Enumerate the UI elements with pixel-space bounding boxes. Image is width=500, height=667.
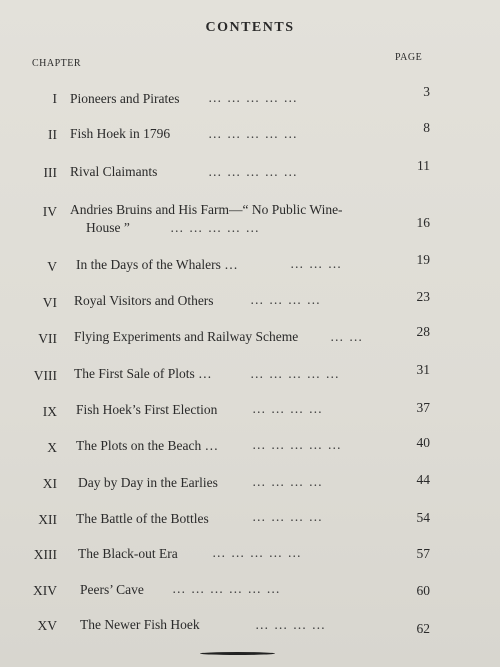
chapter-title: The Newer Fish Hoek [80, 617, 200, 632]
chapter-number: X [47, 440, 57, 455]
leader-dots: … … … … [252, 474, 324, 489]
chapter-title: The Battle of the Bottles [76, 511, 209, 526]
leader-dots: … … … … … [250, 366, 340, 381]
chapter-title: The First Sale of Plots … [74, 366, 212, 381]
chapter-title: The Plots on the Beach … [76, 438, 219, 453]
chapter-title: Pioneers and Pirates [70, 91, 180, 106]
page-number: 28 [416, 324, 430, 339]
chapter-number: XV [37, 618, 57, 633]
page-number: 3 [423, 84, 430, 99]
leader-dots: … … … [290, 256, 343, 271]
chapter-title: Peers’ Cave [80, 582, 144, 597]
page-number: 11 [417, 158, 430, 173]
page-number: 54 [416, 510, 430, 525]
chapter-title: Flying Experiments and Railway Scheme [74, 329, 299, 344]
page-title: CONTENTS [205, 20, 295, 35]
page-number: 57 [416, 546, 430, 561]
chapter-number: I [52, 91, 57, 106]
leader-dots: … … … … … [208, 164, 298, 179]
chapter-number: XIII [33, 547, 57, 562]
chapter-number: XIV [33, 583, 57, 598]
leader-dots: … … … … [250, 292, 322, 307]
leader-dots: … … … … … [212, 545, 302, 560]
leader-dots: … … … … … [208, 90, 298, 105]
chapter-title: In the Days of the Whalers … [76, 257, 238, 272]
chapter-title: Fish Hoek in 1796 [70, 126, 171, 141]
chapter-number: XII [38, 512, 57, 527]
chapter-number: VII [38, 331, 57, 346]
chapter-number: VI [42, 295, 57, 310]
page-number: 60 [416, 583, 430, 598]
chapter-title: Fish Hoek’s First Election [76, 402, 218, 417]
leader-dots: … … … … … [170, 220, 260, 235]
chapter-number: III [43, 165, 57, 180]
leader-dots: … … … … … [252, 437, 342, 452]
chapter-number: V [47, 259, 57, 274]
chapter-title: Rival Claimants [70, 164, 158, 179]
page-number: 16 [416, 215, 430, 230]
chapter-title: Day by Day in the Earlies [78, 475, 218, 490]
chapter-column-header: CHAPTER [32, 58, 82, 69]
leader-dots: … … [330, 329, 364, 344]
page-number: 37 [416, 400, 430, 415]
chapter-title: The Black-out Era [78, 546, 178, 561]
chapter-title: Royal Visitors and Others [74, 293, 214, 308]
chapter-number: IX [42, 404, 57, 419]
page-number: 19 [416, 252, 430, 267]
leader-dots: … … … … … … [172, 581, 281, 596]
chapter-number: II [48, 127, 57, 142]
end-ornament-rule [200, 652, 275, 655]
leader-dots: … … … … … [208, 126, 298, 141]
page-number: 44 [416, 472, 430, 487]
page-number: 8 [423, 120, 430, 135]
page-number: 23 [416, 289, 430, 304]
page-number: 31 [416, 362, 430, 377]
chapter-number: VIII [33, 368, 57, 383]
leader-dots: … … … … [252, 509, 324, 524]
leader-dots: … … … … [255, 617, 327, 632]
chapter-number: XI [42, 476, 57, 491]
chapter-title: Andries Bruins and His Farm—“ No Public Wine- [70, 202, 343, 217]
page-number: 40 [416, 435, 430, 450]
page-number: 62 [416, 621, 430, 636]
leader-dots: … … … … [252, 401, 324, 416]
chapter-title-continued: House ” [86, 220, 130, 235]
chapter-number: IV [42, 204, 57, 219]
page-column-header: PAGE [395, 52, 423, 63]
